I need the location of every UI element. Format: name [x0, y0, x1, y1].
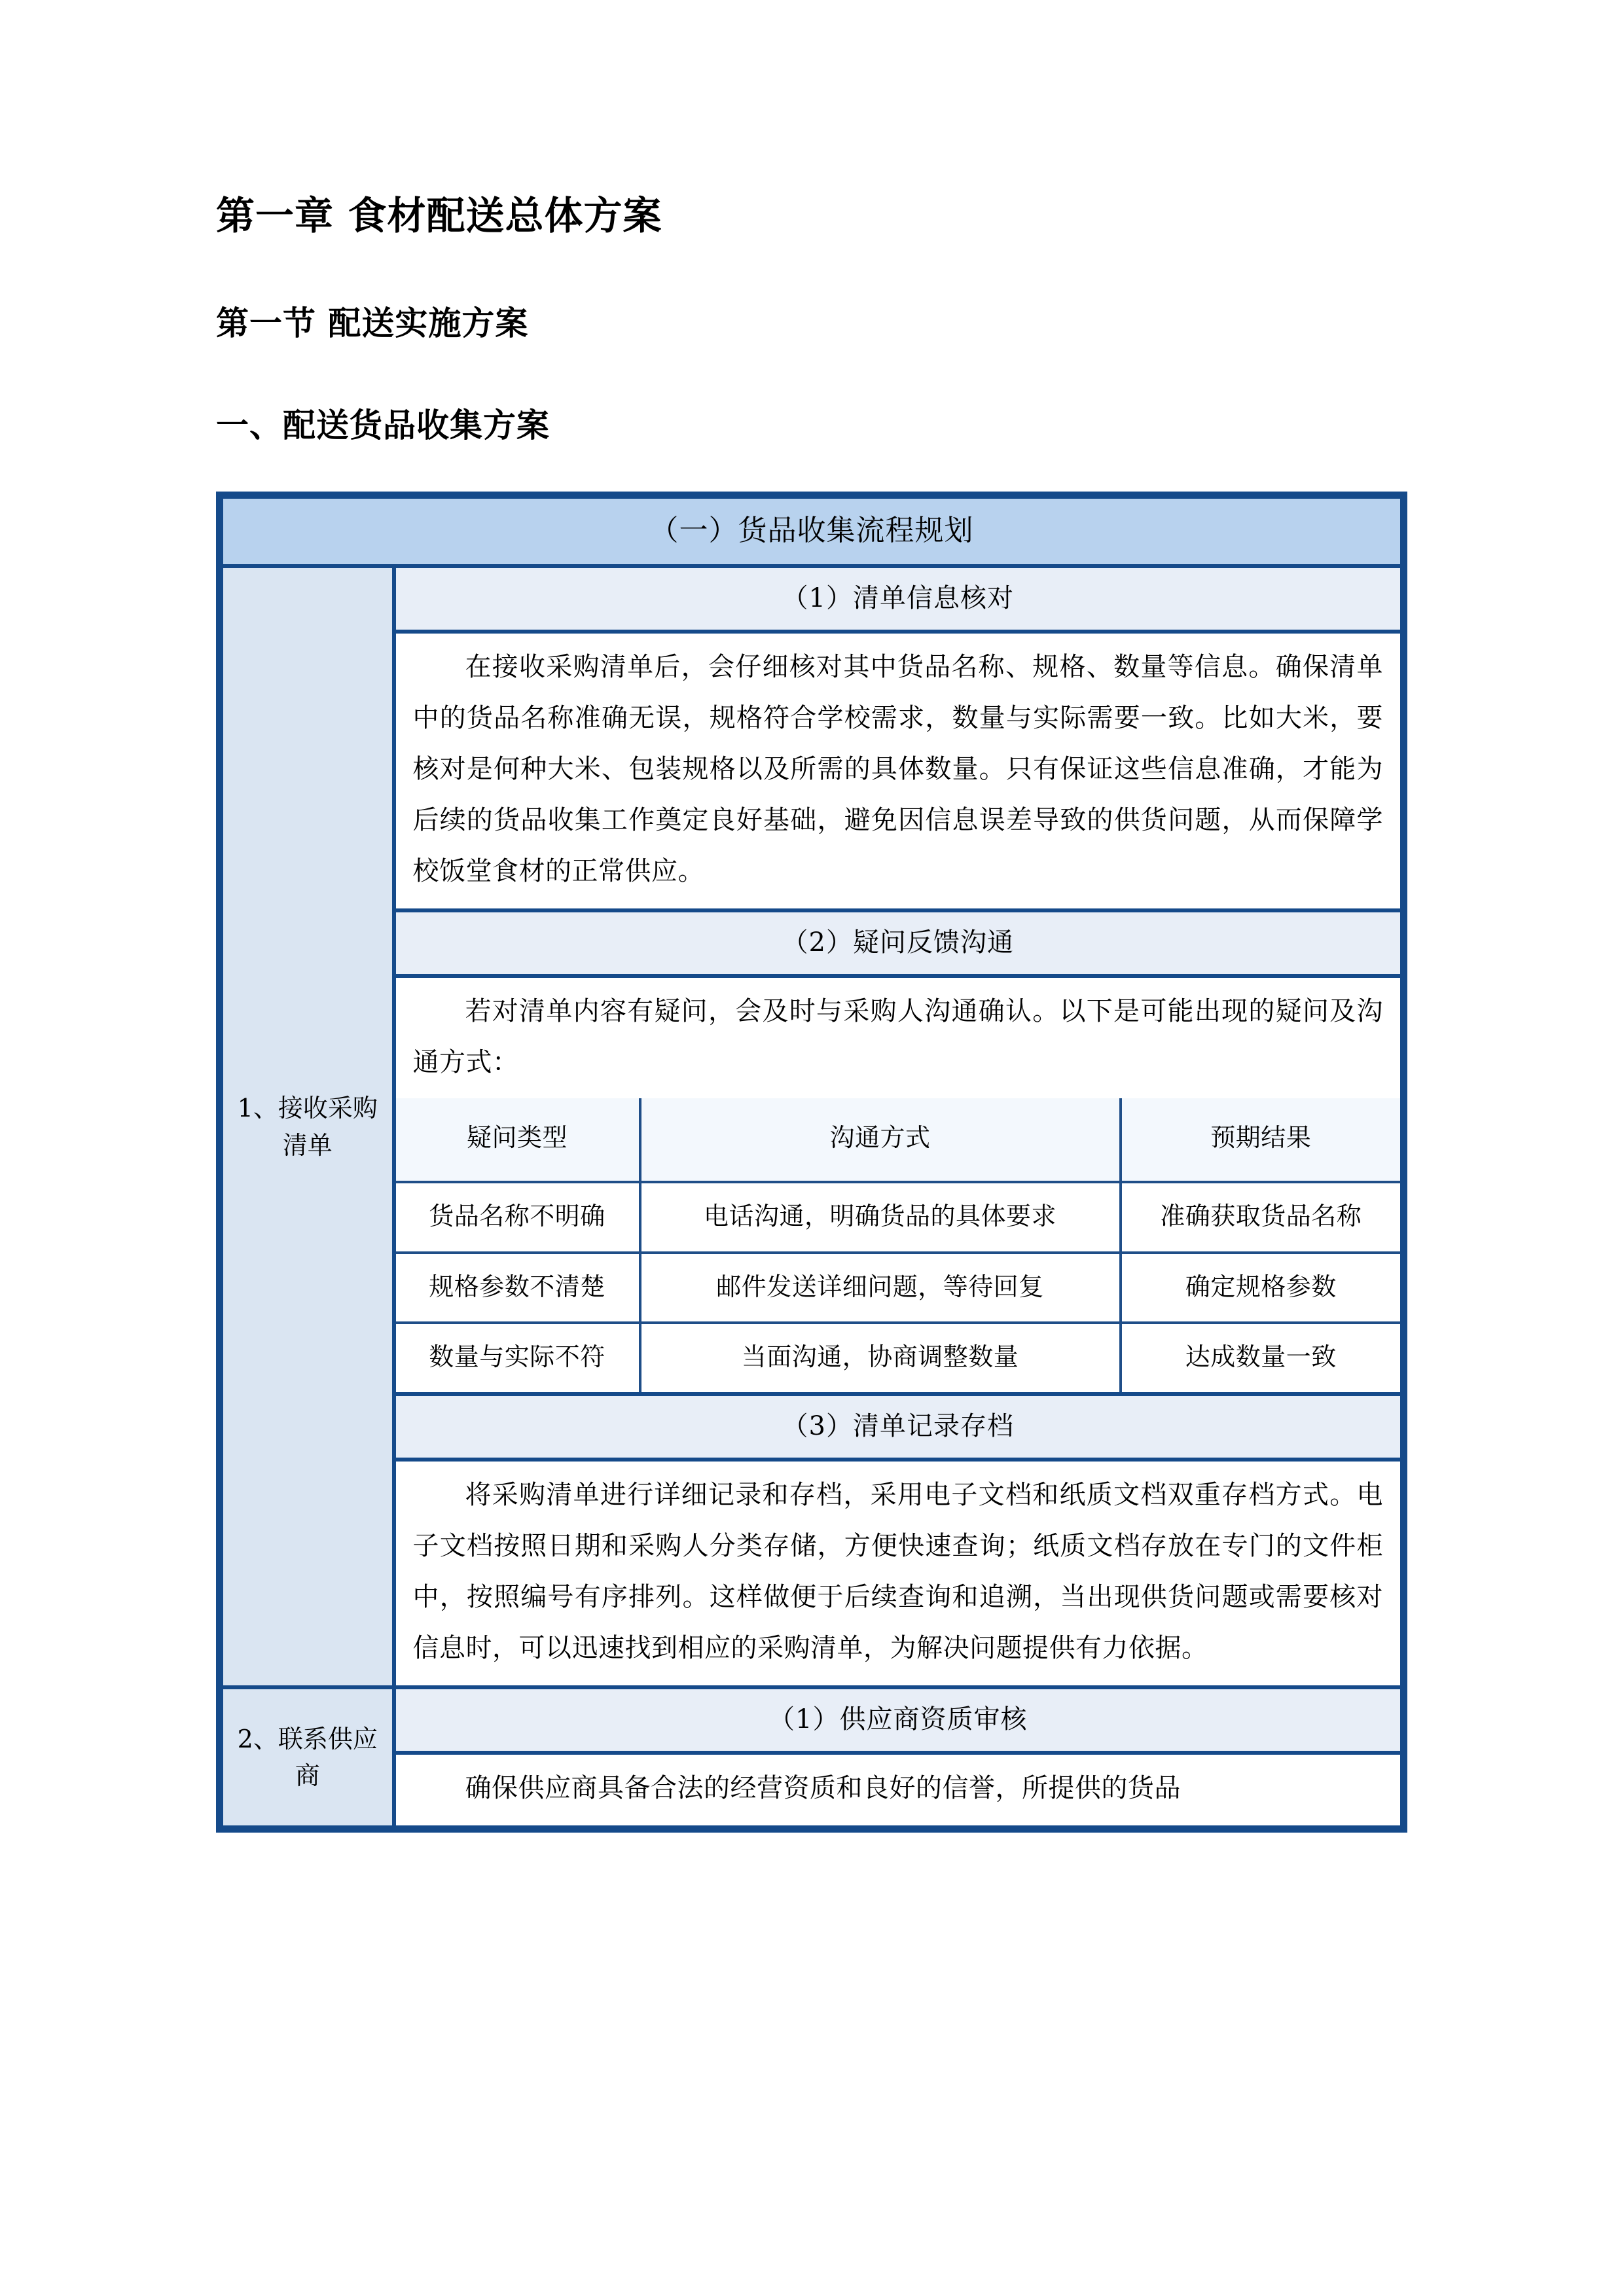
block-heading-list-check: （1）清单信息核对	[394, 566, 1404, 632]
table-row	[220, 1394, 1404, 1460]
table-row	[220, 1687, 1404, 1753]
paragraph: 确保供应商具备合法的经营资质和良好的信誉，所提供的货品	[465, 1773, 1181, 1804]
table-row	[220, 1460, 1404, 1687]
block-body-question-feedback	[394, 976, 1404, 1394]
block-heading-question-feedback: （2）疑问反馈沟通	[394, 910, 1404, 976]
table-row	[220, 495, 1404, 567]
inner-table-row	[396, 1323, 1401, 1392]
nested-intro-wrap	[396, 978, 1401, 1088]
block-heading-supplier-qualification: （1）供应商资质审核	[394, 1687, 1404, 1753]
column-header-communication-method: 沟通方式	[640, 1098, 1121, 1182]
column-header-question-type: 疑问类型	[396, 1098, 640, 1182]
block-heading-record-archive: （3）清单记录存档	[394, 1394, 1404, 1460]
chapter-heading: 第一章 食材配送总体方案	[216, 193, 662, 238]
cell-question-type: 数量与实际不符	[396, 1323, 640, 1392]
cell-expected-result: 确定规格参数	[1121, 1253, 1401, 1323]
block-body-supplier-qualification	[394, 1753, 1404, 1829]
inner-table-row	[396, 1182, 1401, 1253]
cell-expected-result: 准确获取货品名称	[1121, 1182, 1401, 1253]
section-heading: 第一节 配送实施方案	[216, 304, 529, 342]
row-label-contact-supplier: 2、联系供应商	[220, 1687, 394, 1829]
block-body-list-check	[394, 632, 1404, 910]
cell-question-type: 货品名称不明确	[396, 1182, 640, 1253]
table-row	[220, 976, 1404, 1394]
paragraph: 在接收采购清单后，会仔细核对其中货品名称、规格、数量等信息。确保清单中的货品名称准确无误，规格符合学校需求，数量与实际需要一致。比如大米，要核对是何种大米、包装规格以及所需的具体数量。只有保证这些信息准确，才能为后续的货品收集工作奠定良好基础，避免因信息误差导致的供货问题，从而保障学校饭堂食材的正常供应。	[412, 652, 1383, 886]
inner-table-header-row	[396, 1098, 1401, 1182]
row-label-receive-list: 1、接收采购清单	[220, 566, 394, 1687]
cell-communication-method: 邮件发送详细问题，等待回复	[640, 1253, 1121, 1323]
column-header-expected-result: 预期结果	[1121, 1098, 1401, 1182]
paragraph: 若对清单内容有疑问，会及时与采购人沟通确认。以下是可能出现的疑问及沟通方式：	[412, 996, 1383, 1077]
inner-table-row	[396, 1253, 1401, 1323]
question-communication-table	[396, 1098, 1401, 1392]
table-row	[220, 566, 1404, 632]
table-row	[220, 632, 1404, 910]
table-banner-title: （一）货品收集流程规划	[220, 495, 1404, 567]
block-body-record-archive	[394, 1460, 1404, 1687]
cell-communication-method: 电话沟通，明确货品的具体要求	[640, 1182, 1121, 1253]
paragraph: 将采购清单进行详细记录和存档，采用电子文档和纸质文档双重存档方式。电子文档按照日期和采购人分类存储，方便快速查询；纸质文档存放在专门的文件柜中，按照编号有序排列。这样做便于后续查询和追溯，当出现供货问题或需要核对信息时，可以迅速找到相应的采购清单，为解决问题提供有力依据。	[412, 1480, 1383, 1664]
cell-question-type: 规格参数不清楚	[396, 1253, 640, 1323]
table-row	[220, 1753, 1404, 1829]
process-table	[216, 492, 1407, 1833]
subsection-heading: 一、配送货品收集方案	[216, 406, 550, 444]
cell-communication-method: 当面沟通，协商调整数量	[640, 1323, 1121, 1392]
table-row	[220, 910, 1404, 976]
cell-expected-result: 达成数量一致	[1121, 1323, 1401, 1392]
